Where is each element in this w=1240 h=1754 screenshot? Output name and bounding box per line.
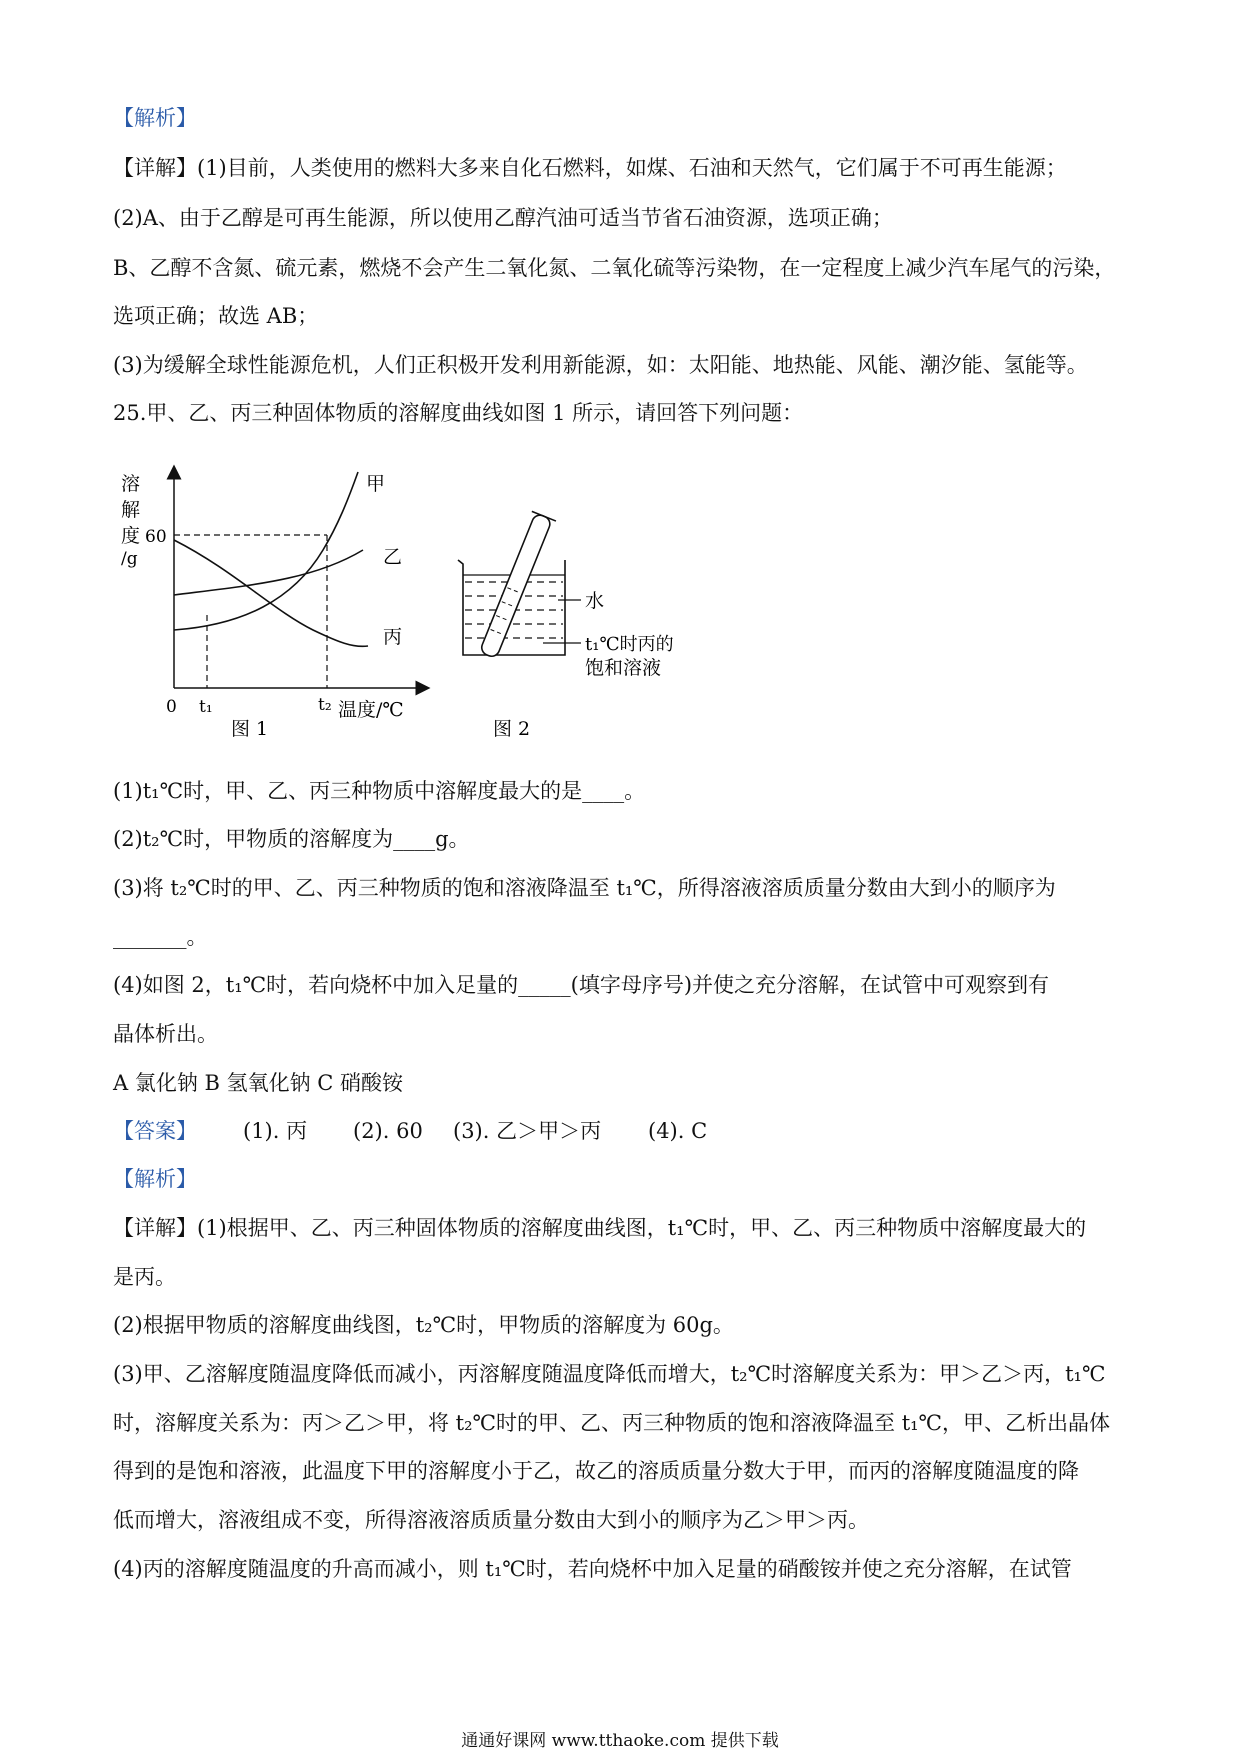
question-4-options: A 氯化钠 B 氢氧化钠 C 硝酸铵 bbox=[113, 1071, 404, 1095]
label-yi: 乙 bbox=[383, 546, 403, 568]
analysis-line-4: (3)甲、乙溶解度随温度降低而减小，丙溶解度随温度降低而增大，t₂℃时溶解度关系为：甲＞乙＞丙，t₁℃ bbox=[113, 1362, 1106, 1386]
answer-3: (3). 乙＞甲＞丙 bbox=[453, 1119, 602, 1143]
label-bing: 丙 bbox=[383, 626, 403, 648]
figure-2-caption: 图 2 bbox=[493, 718, 531, 740]
water-label: 水 bbox=[585, 590, 605, 612]
tick-t2: t₂ bbox=[318, 695, 332, 715]
question-1: (1)t₁℃时，甲、乙、丙三种物质中溶解度最大的是____。 bbox=[113, 779, 646, 803]
solution-label-1: t₁℃时丙的 bbox=[585, 634, 674, 655]
analysis-line-2: 是丙。 bbox=[113, 1265, 176, 1289]
tick-60: 60 bbox=[145, 527, 167, 547]
curve-bing bbox=[174, 540, 368, 646]
y-label-4: /g bbox=[121, 549, 138, 569]
analysis-line-5: 时，溶解度关系为：丙＞乙＞甲，将 t₂℃时的甲、乙、丙三种物质的饱和溶液降温至 t₁℃，甲、乙析出晶体 bbox=[113, 1411, 1111, 1435]
y-label-1: 溶 bbox=[121, 473, 141, 495]
analysis-line-6: 得到的是饱和溶液，此温度下甲的溶解度小于乙，故乙的溶质质量分数大于甲，而丙的溶解度随温度的降 bbox=[113, 1459, 1079, 1483]
x-axis-label: 温度/℃ bbox=[338, 699, 404, 721]
question-3-line-1: (3)将 t₂℃时的甲、乙、丙三种物质的饱和溶液降温至 t₁℃，所得溶液溶质质量分数由大到小的顺序为 bbox=[113, 876, 1056, 900]
question-4-line-2: 晶体析出。 bbox=[113, 1022, 218, 1046]
analysis-line-1: 【详解】(1)根据甲、乙、丙三种固体物质的溶解度曲线图，t₁℃时，甲、乙、丙三种物质中溶解度最大的 bbox=[113, 1216, 1087, 1240]
analysis-label: 【解析】 bbox=[113, 106, 197, 130]
origin-label: 0 bbox=[166, 697, 177, 717]
question-4-line-1: (4)如图 2，t₁℃时，若向烧杯中加入足量的_____(填字母序号)并使之充分溶解，在试管中可观察到有 bbox=[113, 973, 1050, 997]
analysis-line-3: (2)根据甲物质的溶解度曲线图，t₂℃时，甲物质的溶解度为 60g。 bbox=[113, 1313, 734, 1337]
question-25-stem: 25.甲、乙、丙三种固体物质的溶解度曲线如图 1 所示，请回答下列问题： bbox=[113, 401, 804, 425]
prev-detail-line-5: (3)为缓解全球性能源危机，人们正积极开发利用新能源，如：太阳能、地热能、风能、潮汐能、氢能等。 bbox=[113, 353, 1088, 377]
figure-1-caption: 图 1 bbox=[231, 718, 269, 740]
label-jia: 甲 bbox=[366, 473, 386, 495]
answer-label: 【答案】 bbox=[113, 1119, 197, 1143]
prev-detail-line-2: (2)A、由于乙醇是可再生能源，所以使用乙醇汽油可适当节省石油资源，选项正确； bbox=[113, 206, 893, 230]
answer-2: (2). 60 bbox=[353, 1119, 423, 1143]
figures bbox=[113, 460, 713, 760]
footer-text: 通通好课网 www.tthaoke.com 提供下载 bbox=[461, 1731, 779, 1751]
prev-detail-line-3: B、乙醇不含氮、硫元素，燃烧不会产生二氧化氮、二氧化硫等污染物，在一定程度上减少汽车尾气的污染， bbox=[113, 256, 1116, 280]
analysis-line-7: 低而增大，溶液组成不变，所得溶液溶质质量分数由大到小的顺序为乙＞甲＞丙。 bbox=[113, 1508, 869, 1532]
y-label-2: 解 bbox=[121, 499, 141, 521]
answer-4: (4). C bbox=[648, 1119, 708, 1143]
prev-detail-line-1: 【详解】(1)目前，人类使用的燃料大多来自化石燃料，如煤、石油和天然气，它们属于不可再生能源； bbox=[113, 156, 1067, 180]
analysis-line-8: (4)丙的溶解度随温度的升高而减小，则 t₁℃时，若向烧杯中加入足量的硝酸铵并使之充分溶解，在试管 bbox=[113, 1557, 1072, 1581]
figure-drawings bbox=[113, 460, 713, 760]
solution-label-2: 饱和溶液 bbox=[585, 657, 662, 679]
analysis-label-2: 【解析】 bbox=[113, 1167, 197, 1191]
tick-t1: t₁ bbox=[199, 697, 213, 717]
question-3-line-2: _______。 bbox=[113, 925, 208, 949]
y-label-3: 度 bbox=[121, 525, 141, 547]
prev-detail-line-4: 选项正确；故选 AB； bbox=[113, 304, 319, 328]
curve-jia bbox=[174, 472, 358, 630]
answer-1: (1). 丙 bbox=[243, 1119, 308, 1143]
question-2: (2)t₂℃时，甲物质的溶解度为____g。 bbox=[113, 827, 470, 851]
